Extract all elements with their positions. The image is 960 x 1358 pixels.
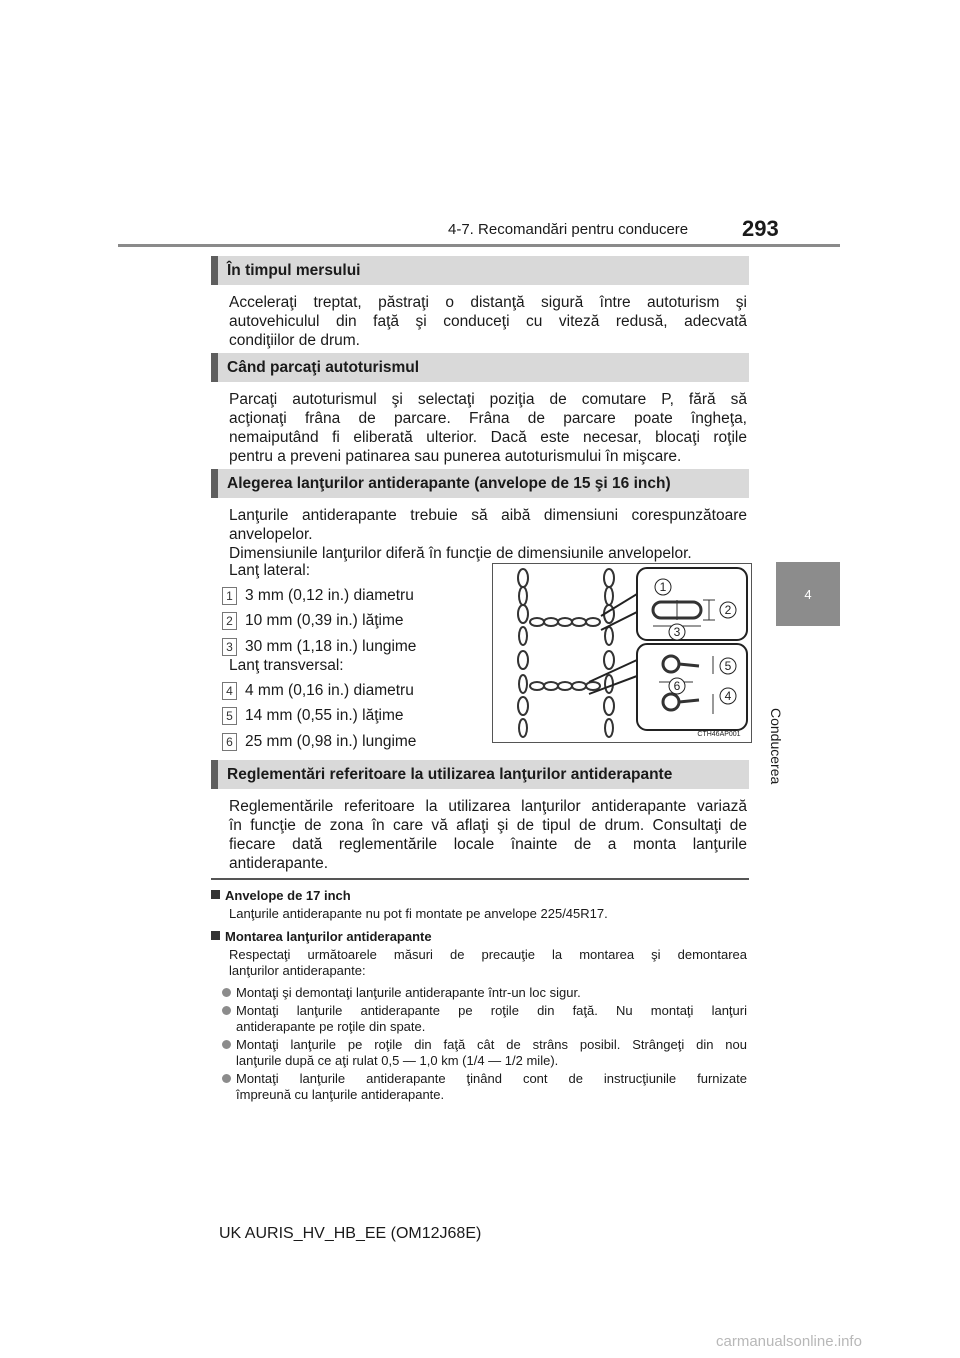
notes-divider bbox=[211, 878, 749, 880]
text-line: pentru a preveni patinarea sau punerea autoturismului în mişcare. bbox=[229, 448, 682, 465]
round-bullet-icon bbox=[222, 1040, 231, 1049]
figure-code: CTH46AP001 bbox=[697, 731, 741, 738]
cross-chain-label: Lanţ transversal: bbox=[229, 657, 344, 674]
text-line: autovehiculul din faţă şi conduceţi cu viteză redusă, adecvată bbox=[229, 313, 747, 330]
figure-callout-4: 4 bbox=[724, 689, 732, 703]
item-number: 5 bbox=[222, 707, 237, 725]
text-line: Lanţurile antiderapante trebuie să aibă dimensiuni corespunzătoare bbox=[229, 507, 747, 524]
round-bullet-icon bbox=[222, 1074, 231, 1083]
round-bullet-icon bbox=[222, 988, 231, 997]
section-heading-chain-selection: Alegerea lanţurilor antiderapante (anvelope de 15 şi 16 inch) bbox=[211, 469, 749, 498]
note-title: Anvelope de 17 inch bbox=[225, 888, 351, 903]
note-title: Montarea lanţurilor antiderapante bbox=[225, 929, 432, 944]
figure-callout-1: 1 bbox=[659, 580, 667, 594]
spec-item-1 bbox=[222, 586, 414, 606]
snow-chain-figure bbox=[492, 563, 752, 743]
item-number: 3 bbox=[222, 638, 237, 656]
running-header: 4-7. Recomandări pentru conducere bbox=[448, 221, 689, 238]
note-heading-mounting bbox=[211, 929, 432, 944]
text-line: Montaţi lanţurile pe roţile din faţă cât de strâns posibil. Strângeţi din nou bbox=[236, 1037, 747, 1052]
item-text: 30 mm (1,18 in.) lungime bbox=[245, 638, 417, 655]
spec-item-3 bbox=[222, 637, 416, 657]
note-text-mounting bbox=[229, 947, 747, 979]
section-heading-regulations: Reglementări referitoare la utilizarea lanţurilor antiderapante bbox=[211, 760, 749, 789]
snow-chain-illustration bbox=[493, 564, 751, 742]
section-text-parking bbox=[229, 390, 747, 466]
section-heading-driving: În timpul mersului bbox=[211, 256, 749, 285]
page-number: 293 bbox=[742, 216, 779, 241]
item-number: 4 bbox=[222, 682, 237, 700]
item-text: 4 mm (0,16 in.) diametru bbox=[245, 682, 414, 699]
section-text-driving bbox=[229, 293, 747, 350]
figure-callout-5: 5 bbox=[724, 659, 732, 673]
header-divider bbox=[118, 244, 840, 247]
note-heading-17inch bbox=[211, 888, 351, 903]
section-text-regulations bbox=[229, 797, 747, 873]
text-line: lanţurile după ce aţi rulat 0,5 — 1,0 km (1/4 — 1/2 mile). bbox=[236, 1053, 559, 1068]
chapter-tab bbox=[776, 562, 840, 626]
text-line: Montaţi şi demontaţi lanţurile antiderapante într-un loc sigur. bbox=[236, 985, 581, 1000]
figure-callout-2: 2 bbox=[724, 603, 732, 617]
text-line: condiţiilor de drum. bbox=[229, 332, 360, 349]
item-text: 14 mm (0,55 in.) lăţime bbox=[245, 707, 404, 724]
item-text: 3 mm (0,12 in.) diametru bbox=[245, 587, 414, 604]
text-line: Dimensiunile lanţurilor diferă în funcţie de dimensiunile anvelopelor. bbox=[229, 545, 692, 562]
chapter-label-text: Conducerea bbox=[768, 708, 784, 785]
text-line: antiderapante. bbox=[229, 855, 329, 872]
text-line: Montaţi lanţurile antiderapante ţinând cont de instrucţiunile furnizate bbox=[236, 1071, 747, 1086]
item-number: 6 bbox=[222, 733, 237, 751]
figure-callout-3: 3 bbox=[673, 625, 681, 639]
figure-callout-6: 6 bbox=[673, 679, 681, 693]
text-line: antiderapante pe roţile din spate. bbox=[236, 1019, 426, 1034]
text-line: anvelopelor. bbox=[229, 526, 313, 543]
spec-item-4 bbox=[222, 681, 414, 701]
chapter-side-label bbox=[768, 632, 808, 785]
section-text-chain-selection bbox=[229, 506, 747, 563]
text-line: acţionaţi frâna de parcare. Frâna de parcare poate îngheţa, bbox=[229, 410, 747, 427]
square-bullet-icon bbox=[211, 931, 220, 940]
side-chain-label: Lanţ lateral: bbox=[229, 562, 310, 579]
text-line: Montaţi lanţurile antiderapante pe roţile din faţă. Nu montaţi lanţuri bbox=[236, 1003, 747, 1018]
item-text: 25 mm (0,98 in.) lungime bbox=[245, 733, 417, 750]
section-heading-parking: Când parcaţi autoturismul bbox=[211, 353, 749, 382]
spec-item-2 bbox=[222, 611, 404, 631]
document-footer: UK AURIS_HV_HB_EE (OM12J68E) bbox=[219, 1225, 482, 1242]
text-line: Acceleraţi treptat, păstraţi o distanţă sigură între autoturism şi bbox=[229, 294, 747, 311]
spec-item-6 bbox=[222, 732, 416, 752]
note-text-17inch bbox=[229, 906, 747, 922]
item-number: 1 bbox=[222, 587, 237, 605]
round-bullet-icon bbox=[222, 1006, 231, 1015]
text-line: în funcţie de zona în care vă aflaţi şi de tipul de drum. Consultaţi de bbox=[229, 817, 747, 834]
text-line: lanţurilor antiderapante: bbox=[229, 963, 366, 978]
text-line: fiecare dată reglementările locale înainte de a monta lanţurile bbox=[229, 836, 747, 853]
text-line: împreună cu lanţurile antiderapante. bbox=[236, 1087, 445, 1102]
text-line: nemaiputând fi eliberată ulterior. Dacă este necesar, blocaţi roţile bbox=[229, 429, 747, 446]
text-line: Parcaţi autoturismul şi selectaţi poziţia de comutare P, fără să bbox=[229, 391, 747, 408]
item-number: 2 bbox=[222, 612, 237, 630]
item-text: 10 mm (0,39 in.) lăţime bbox=[245, 612, 404, 629]
chapter-number: 4 bbox=[804, 586, 812, 602]
square-bullet-icon bbox=[211, 890, 220, 899]
text-line: Lanţurile antiderapante nu pot fi montate pe anvelope 225/45R17. bbox=[229, 906, 608, 921]
spec-item-5 bbox=[222, 706, 404, 726]
watermark: carmanualsonline.info bbox=[716, 1333, 862, 1350]
text-line: Respectaţi următoarele măsuri de precauţie la montarea şi demontarea bbox=[229, 947, 747, 962]
text-line: Reglementările referitoare la utilizarea lanţurilor antiderapante variază bbox=[229, 798, 747, 815]
